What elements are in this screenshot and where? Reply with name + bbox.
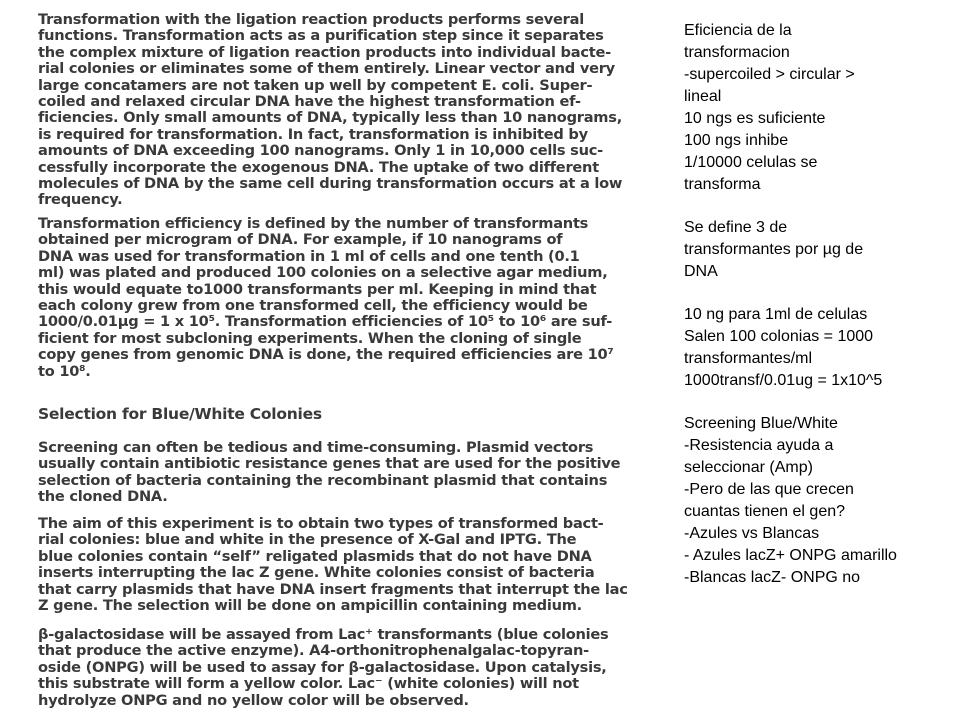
scanned-textbook-page: [30, 0, 670, 720]
notes-group-definition: [684, 217, 946, 283]
text-line: functions. Transformation acts as a purification step since it separates: [38, 27, 604, 45]
text-line: obtained per microgram of DNA. For example, if 10 nanograms of: [38, 231, 563, 249]
efficiency-paragraph: [38, 216, 663, 380]
note-line: seleccionar (Amp): [684, 459, 813, 476]
text-line: β-galactosidase will be assayed from Lac⁺ transformants (blue colonies: [38, 626, 609, 643]
text-line: ficiencies. Only small amounts of DNA, typically less than 10 nanograms,: [38, 109, 622, 127]
notes-group-example: [684, 304, 946, 392]
text-line: that produce the active enzyme). A4-orthonitrophenalgalac-topyran-: [38, 642, 589, 660]
note-line: -Pero de las que crecen: [684, 481, 854, 498]
note-line: lineal: [684, 88, 722, 105]
text-line: 1000/0.01µg = 1 x 10⁵. Transformation efficiencies of 10⁵ to 10⁶ are suf-: [38, 313, 613, 331]
note-line: -Resistencia ayuda a: [684, 437, 834, 454]
note-line: Eficiencia de la: [684, 22, 792, 39]
text-line: that carry plasmids that have DNA insert fragments that interrupt the lac: [38, 580, 628, 598]
text-line: The aim of this experiment is to obtain two types of transformed bact-: [38, 515, 604, 532]
text-line: this substrate will form a yellow color. Lac⁻ (white colonies) will not: [38, 675, 579, 693]
screening-paragraph: [38, 440, 663, 506]
text-line: ml) was plated and produced 100 colonies on a selective agar medium,: [38, 264, 608, 282]
note-line: transforma: [684, 176, 761, 193]
aim-paragraph: [38, 516, 663, 614]
note-line: DNA: [684, 263, 718, 280]
text-line: inserts interrupting the lac Z gene. White colonies consist of bacteria: [38, 564, 595, 582]
text-line: DNA was used for transformation in 1 ml of cells and one tenth (0.1: [38, 247, 580, 265]
note-line: Screening Blue/White: [684, 415, 838, 432]
text-line: frequency.: [38, 191, 123, 209]
text-line: ficient for most subcloning experiments. When the cloning of single: [38, 329, 582, 347]
text-line: rial colonies or eliminates some of them entirely. Linear vector and very: [38, 60, 615, 78]
text-line: blue colonies contain “self” religated plasmids that do not have DNA: [38, 547, 592, 565]
transformation-paragraph: [38, 12, 663, 209]
note-line: 10 ngs es suficiente: [684, 110, 826, 127]
section-heading: Selection for Blue/White Colonies: [38, 405, 322, 423]
text-line: the complex mixture of ligation reaction products into individual bacte-: [38, 43, 611, 61]
note-line: -Blancas lacZ- ONPG no: [684, 569, 861, 586]
text-line: molecules of DNA by the same cell during transformation occurs at a low: [38, 175, 623, 193]
text-line: oside (ONPG) will be used to assay for β-galactosidase. Upon catalysis,: [38, 658, 607, 676]
text-line: copy genes from genomic DNA is done, the required efficiencies are 10⁷: [38, 346, 614, 364]
text-line: rial colonies: blue and white in the presence of X-Gal and IPTG. The: [38, 531, 577, 549]
text-line: selection of bacteria containing the recombinant plasmid that contains: [38, 471, 608, 489]
note-line: 10 ng para 1ml de celulas: [684, 306, 868, 323]
note-line: Salen 100 colonias = 1000: [684, 328, 874, 345]
note-line: -Azules vs Blancas: [684, 525, 820, 542]
note-line: 100 ngs inhibe: [684, 132, 789, 149]
beta-galactosidase-paragraph: [38, 627, 663, 709]
text-line: Transformation with the ligation reaction products performs several: [38, 11, 584, 28]
note-line: - Azules lacZ+ ONPG amarillo: [684, 547, 897, 564]
note-line: 1/10000 celulas se: [684, 154, 818, 171]
note-line: transformantes por µg de: [684, 241, 864, 258]
text-line: cessfully incorporate the exogenous DNA. The uptake of two different: [38, 158, 599, 176]
notes-group-efficiency: [684, 20, 946, 196]
note-line: 1000transf/0.01ug = 1x10^5: [684, 372, 883, 389]
spanish-notes: [684, 20, 946, 589]
text-line: large concatamers are not taken up well by competent E. coli. Super-: [38, 76, 593, 94]
text-line: amounts of DNA exceeding 100 nanograms. Only 1 in 10,000 cells suc-: [38, 142, 603, 160]
note-line: cuantas tienen el gen?: [684, 503, 846, 520]
text-line: hydrolyze ONPG and no yellow color will be observed.: [38, 691, 469, 709]
note-line: transformacion: [684, 44, 790, 61]
note-line: transformantes/ml: [684, 350, 813, 367]
note-line: Se define 3 de: [684, 219, 788, 236]
text-line: to 10⁸.: [38, 362, 91, 380]
text-line: is required for transformation. In fact, transformation is inhibited by: [38, 125, 588, 143]
text-line: Transformation efficiency is defined by the number of transformants: [38, 215, 589, 232]
note-line: -supercoiled > circular >: [684, 66, 855, 83]
text-line: usually contain antibiotic resistance genes that are used for the positive: [38, 455, 621, 473]
text-line: Screening can often be tedious and time-consuming. Plasmid vectors: [38, 439, 594, 456]
notes-group-screening: [684, 413, 946, 589]
text-line: this would equate to1000 transformants per ml. Keeping in mind that: [38, 280, 597, 298]
text-line: Z gene. The selection will be done on ampicillin containing medium.: [38, 597, 582, 615]
text-line: the cloned DNA.: [38, 488, 168, 506]
text-line: each colony grew from one transformed cell, the efficiency would be: [38, 297, 588, 315]
text-line: coiled and relaxed circular DNA have the highest transformation ef-: [38, 93, 581, 111]
